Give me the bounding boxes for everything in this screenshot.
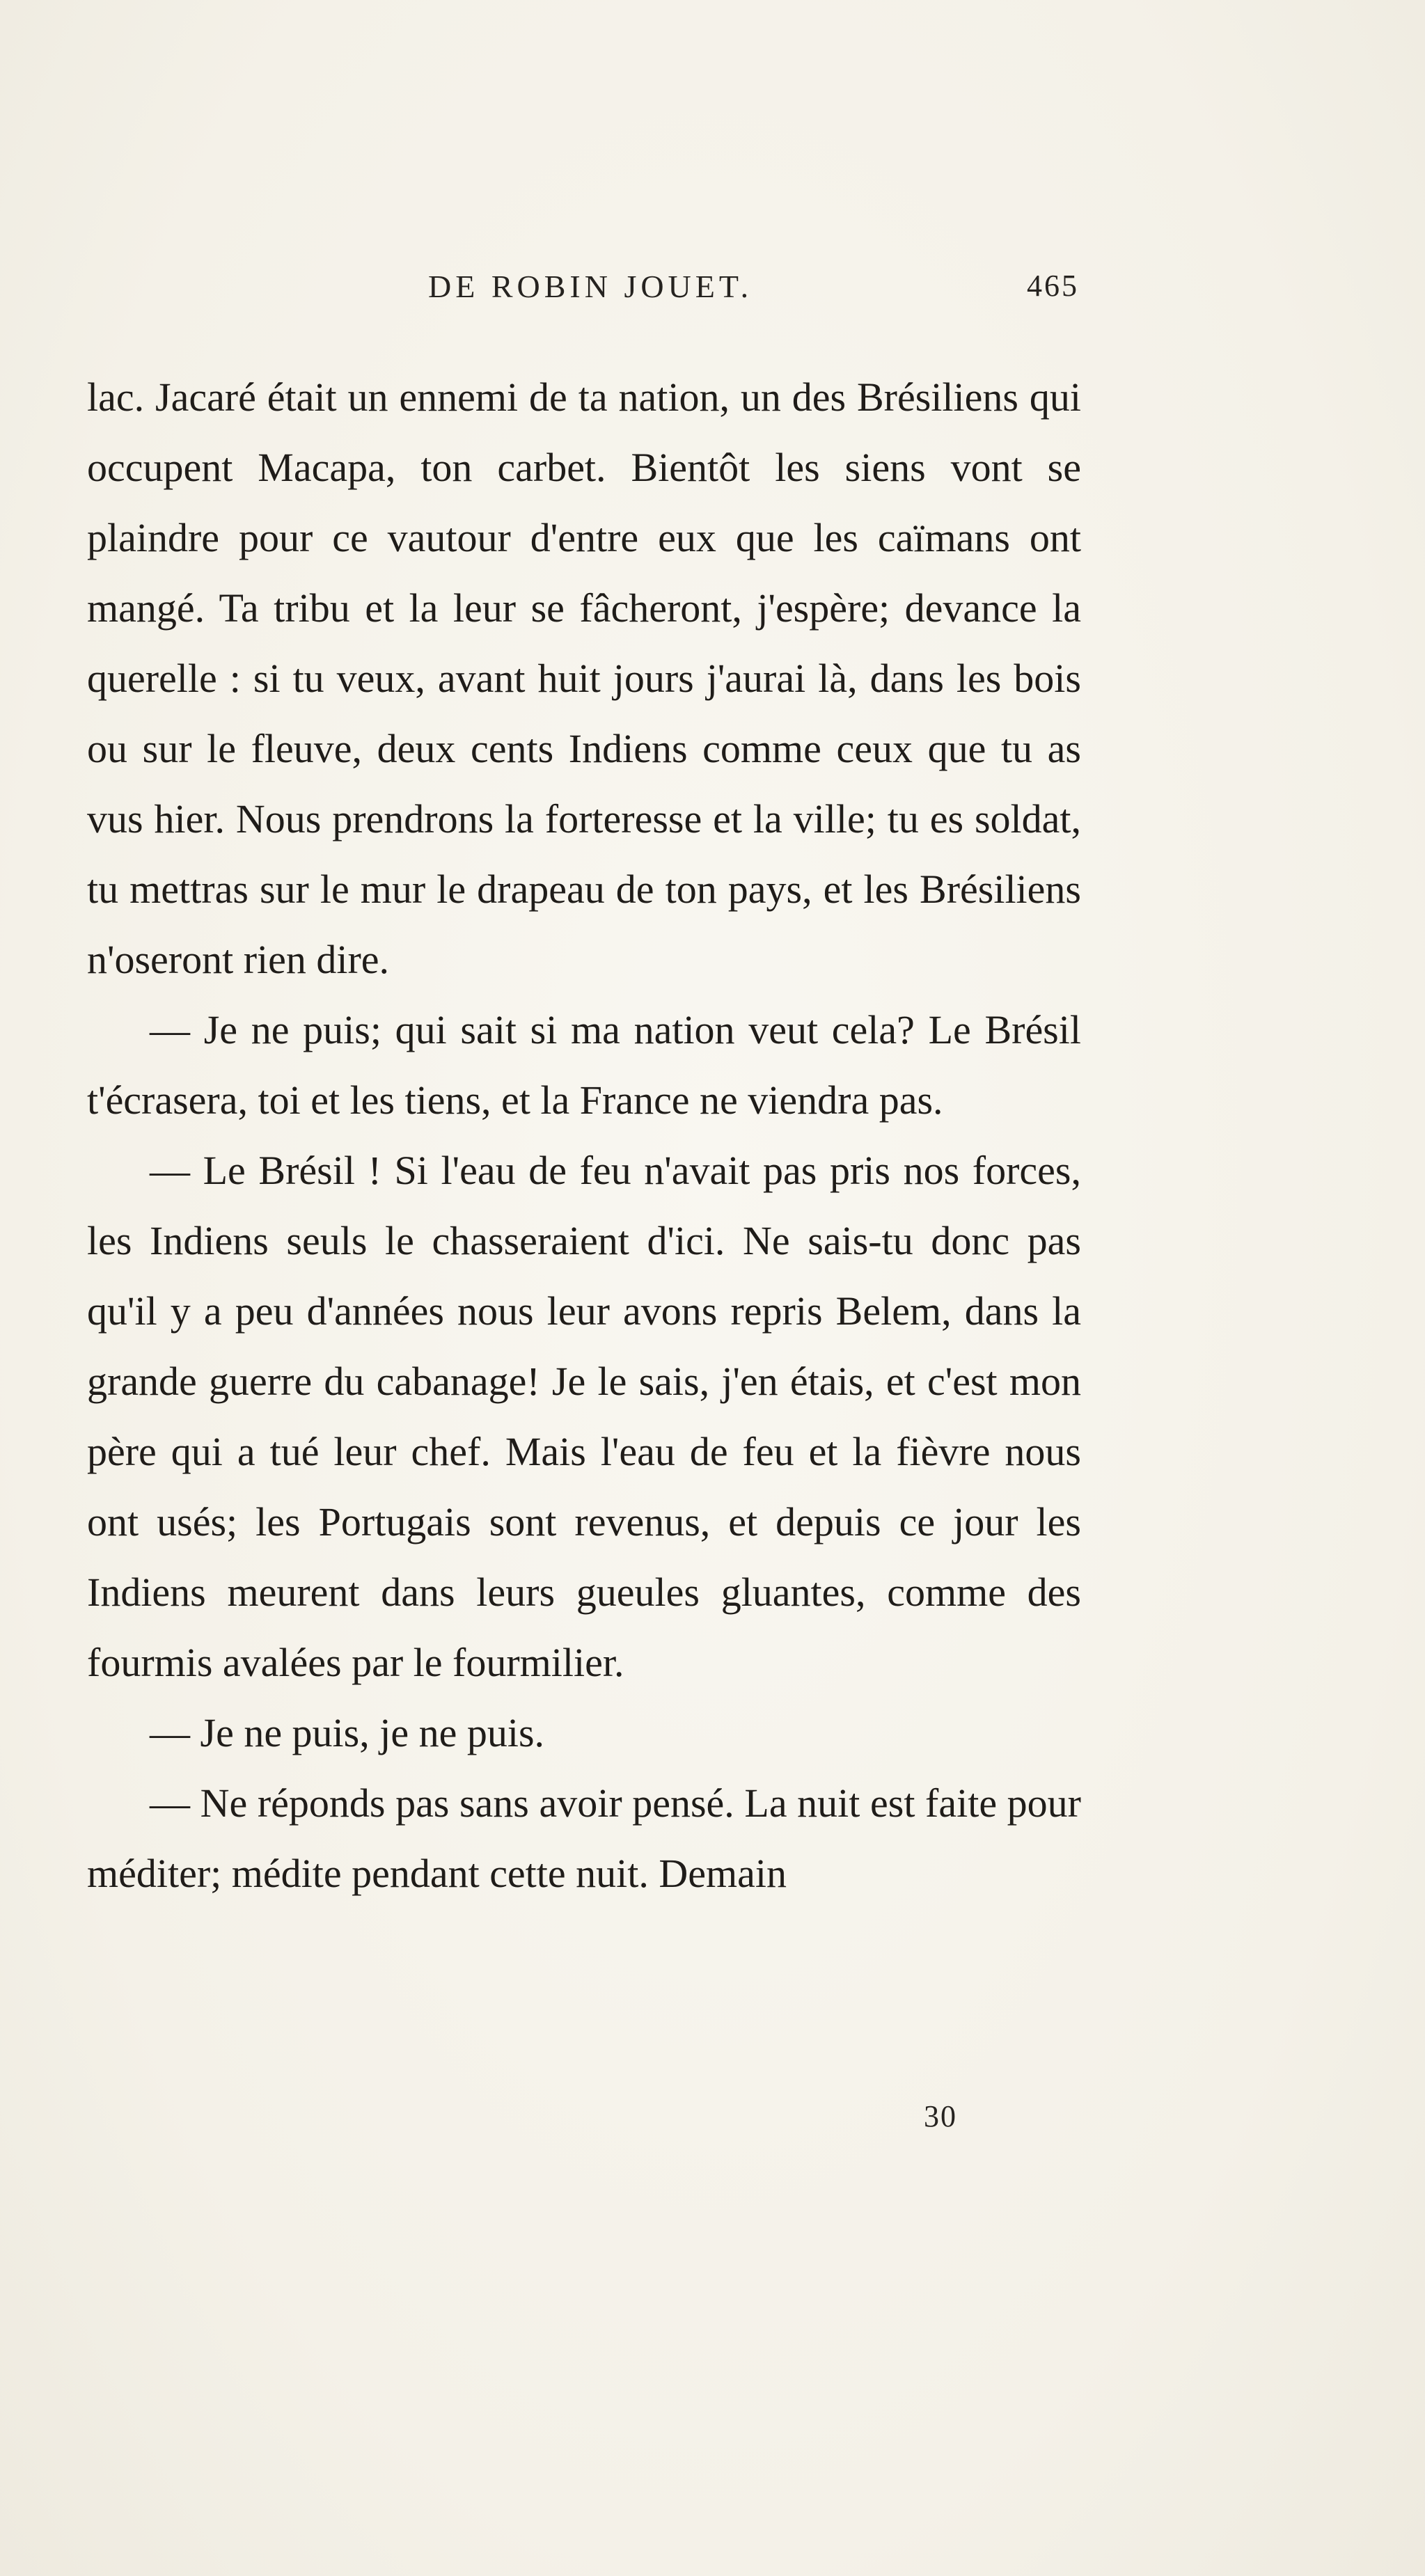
paragraph-5: — Ne réponds pas sans avoir pensé. La nuit est faite pour méditer; médite pendant cette nuit. Demain (87, 1780, 1081, 1896)
running-head: DE ROBIN JOUET. (428, 269, 753, 304)
page-number: 465 (1027, 269, 1079, 303)
paragraph-2: — Je ne puis; qui sait si ma nation veut cela? Le Brésil t'écrasera, toi et les tiens, et la France ne viendra pas. (87, 1007, 1081, 1123)
paragraph-1: lac. Jacaré était un ennemi de ta nation, un des Brésiliens qui occupent Macapa, ton carbet. Bientôt les siens vont se plaindre pour ce vautour d'entre eux que les caïmans ont mangé. Ta tribu et la leur se fâcheront, j'espère; devance la querelle : si tu veux, avant huit jours j'aurai là, dans les bois ou sur le fleuve, deux cents Indiens comme ceux que tu as vus hier. Nous prendrons la forteresse et la ville; tu es soldat, tu mettras sur le mur le drapeau de ton pays, et les Brésiliens n'oseront rien dire. (87, 374, 1081, 982)
page-header (87, 268, 1079, 317)
paragraph-4: — Je ne puis, je ne puis. (150, 1710, 545, 1755)
signature-mark: 30 (924, 2099, 957, 2133)
body-text (87, 362, 1081, 1909)
paragraph-3: — Le Brésil ! Si l'eau de feu n'avait pas pris nos forces, les Indiens seuls le chasseraient d'ici. Ne sais-tu donc pas qu'il y a peu d'années nous leur avons repris Belem, dans la grande guerre du cabanage! Je le sais, j'en étais, et c'est mon père qui a tué leur chef. Mais l'eau de feu et la fièvre nous ont usés; les Portugais sont revenus, et depuis ce jour les Indiens meurent dans leurs gueules gluantes, comme des fourmis avalées par le fourmilier. (87, 1148, 1081, 1685)
